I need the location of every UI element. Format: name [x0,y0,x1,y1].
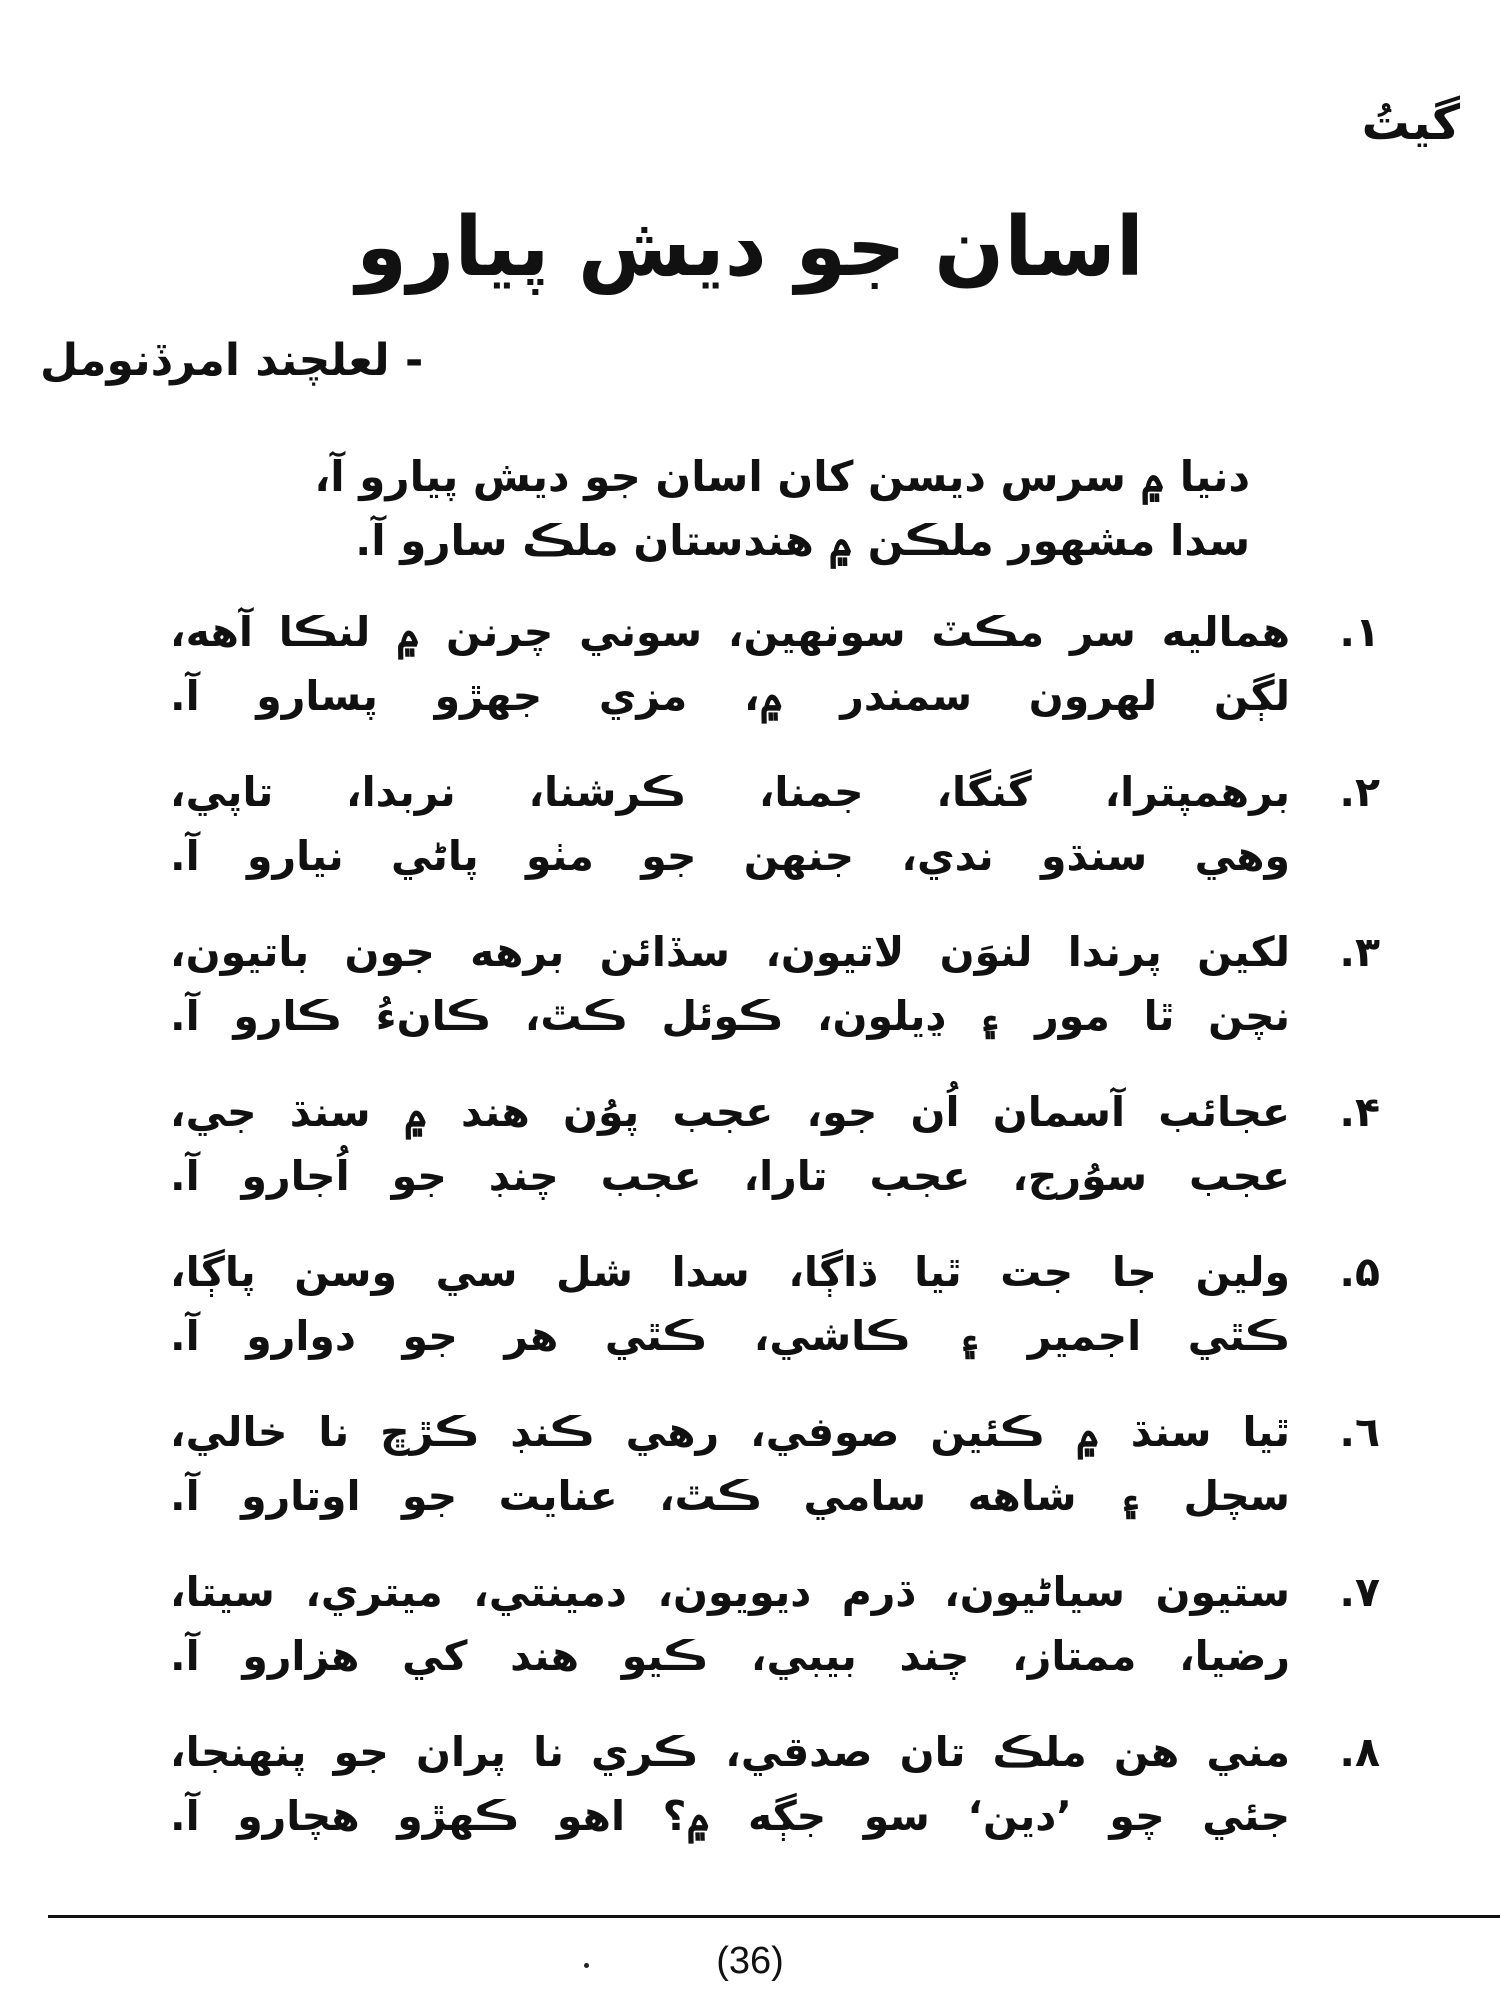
stanza-line: لکين پرندا لنوَن لاتيون، سڏائن برهه جون باتيون، [170,928,1290,976]
stanza-line: ڪٿي اجمير ۽ ڪاشي، ڪٿي هر جو دوارو آ. [170,1312,1290,1360]
stanza [170,1720,1380,1880]
ink-speck [584,1963,589,1968]
stanza-number: ٨. [1339,1728,1380,1776]
refrain-line: سدا مشهور ملڪن ۾ هندستان ملڪ سارو آ. [355,516,1250,565]
genre-label: گيتُ [1361,95,1460,151]
stanza-line: عجب سوُرج، عجب تارا، عجب چنڊ جو اُجارو آ. [170,1152,1290,1200]
stanza-line: وهي سنڌو ندي، جنهن جو مٺو پاڻي نيارو آ. [170,832,1290,880]
stanza-line: سچل ۽ شاهه سامي ڪٿ، عنايت جو اوتارو آ. [170,1472,1290,1520]
stanza-line: جئي چو ’دين‘ سو جڳه ۾؟ اهو ڪهڙو هچارو آ. [170,1792,1290,1840]
stanza-line: ولين جا جت ٿيا ڌاڳا، سدا شل سي وسن پاڳا، [170,1248,1290,1296]
stanza [170,1400,1380,1560]
stanza-line: ستيون سياڻيون، ڌرم ديويون، دمينتي، ميتري، سيتا، [170,1568,1290,1616]
stanza-number: ٢. [1339,768,1380,816]
stanza-number: ۴. [1339,1088,1380,1136]
stanza-number: ١. [1339,608,1380,656]
footer-divider [48,1915,1500,1918]
stanza-line: مني هن ملڪ تان صدقي، ڪري نا پران جو پنهنجا، [170,1728,1290,1776]
stanza [170,600,1380,760]
poem-title: اسان جو ديش پيارو [356,200,1144,295]
stanza [170,1080,1380,1240]
refrain [250,445,1250,573]
author-name: - لعلچند امرڏنومل [40,335,424,386]
stanza-list [170,600,1380,1880]
stanza-line: ٿيا سنڌ ۾ ڪئين صوفي، رهي ڪنڊ ڪڙڇ نا خالي، [170,1408,1290,1456]
stanza [170,1240,1380,1400]
stanza [170,760,1380,920]
stanza-number: ٦. [1339,1408,1380,1456]
stanza-line: نچن ٿا مور ۽ ڍيلون، ڪوئل ڪٿ، ڪانءُ ڪارو آ. [170,992,1290,1040]
stanza [170,1560,1380,1720]
stanza-line: هماليه سر مڪٽ سونهين، سوني چرنن ۾ لنڪا آهه، [170,608,1290,656]
stanza-number: ۵. [1339,1248,1380,1296]
refrain-line: دنيا ۾ سرس ديسن کان اسان جو ديش پيارو آ، [314,452,1250,501]
stanza-line: لڳن لهرون سمندر ۾، مزي جهڙو پسارو آ. [170,672,1290,720]
stanza [170,920,1380,1080]
stanza-line: عجائب آسمان اُن جو، عجب پوُن هند ۾ سنڌ جي، [170,1088,1290,1136]
stanza-number: ٧. [1339,1568,1380,1616]
stanza-number: ٣. [1339,928,1380,976]
stanza-line: رضيا، ممتاز، چند بيبي، ڪيو هند کي هزارو آ. [170,1632,1290,1680]
stanza-line: برهمپترا، گنگا، جمنا، ڪرشنا، نربدا، تاپي، [170,768,1290,816]
page-number: (36) [716,1940,784,1982]
